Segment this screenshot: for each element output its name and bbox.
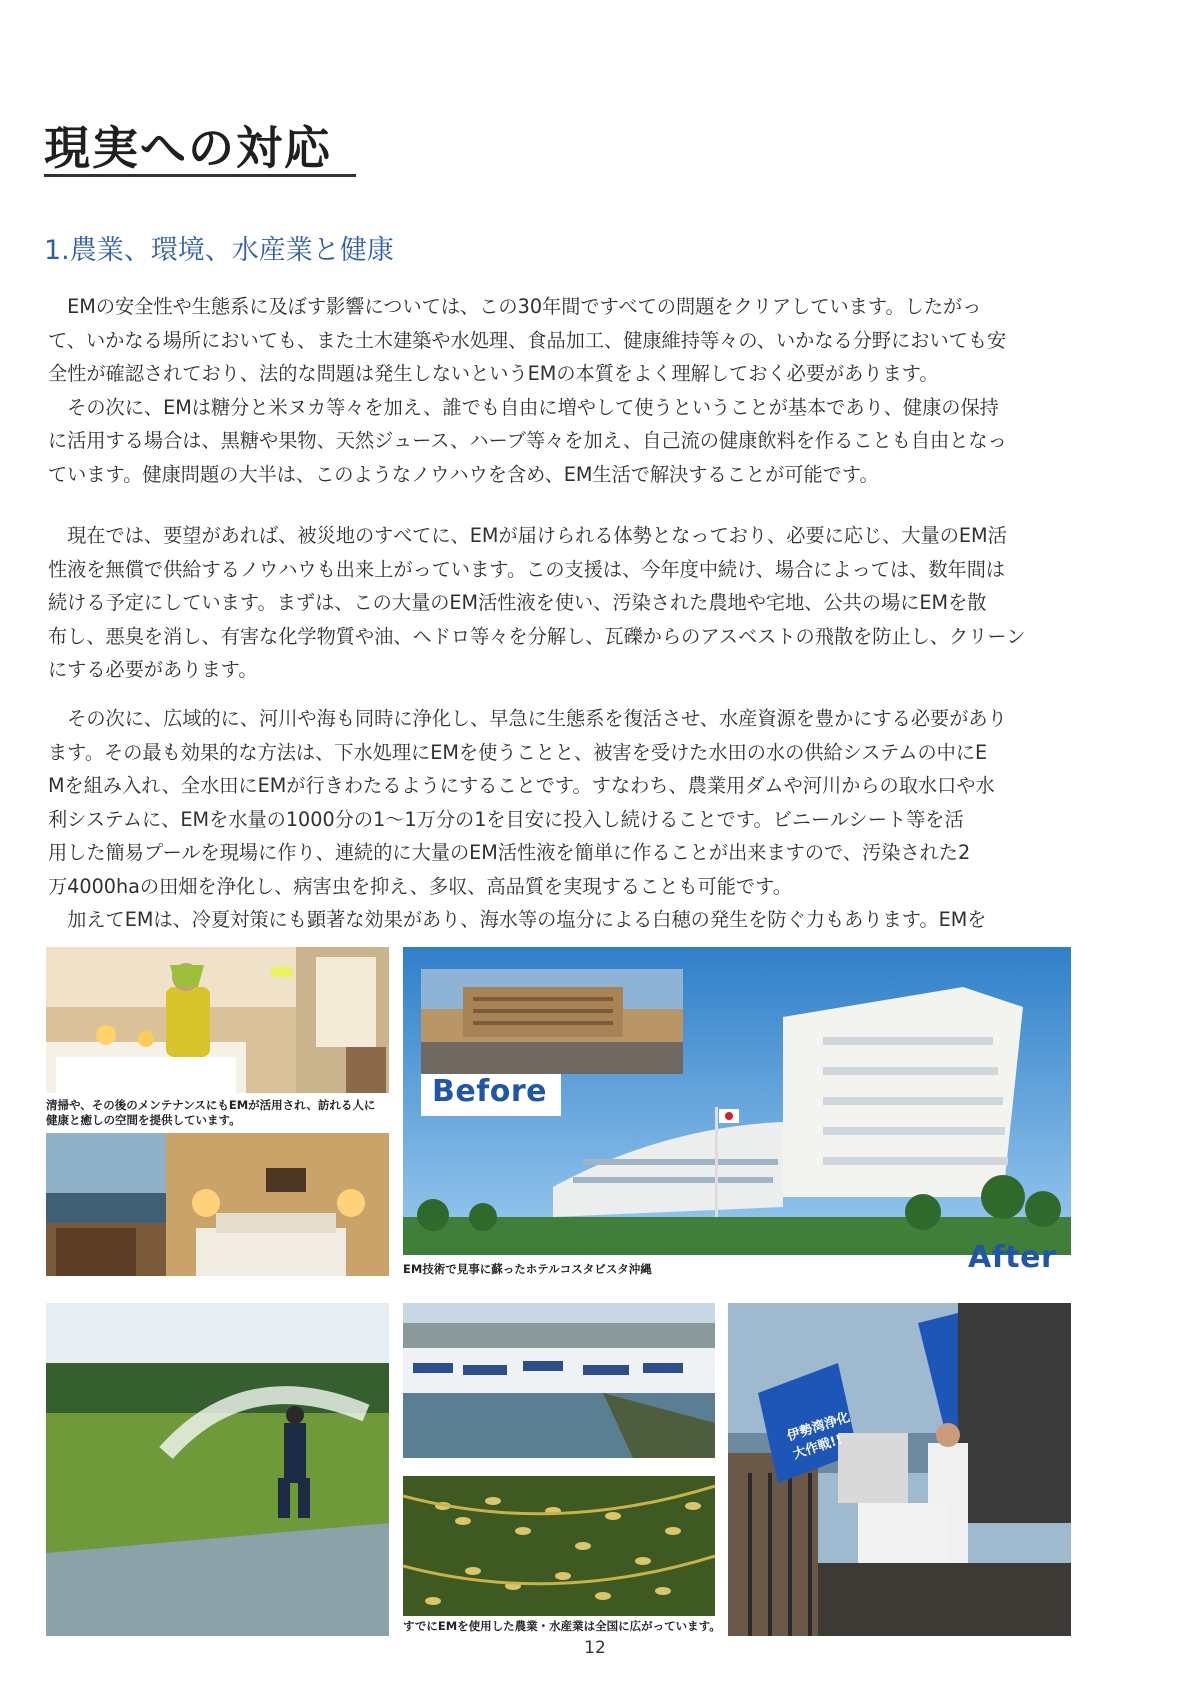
- cleaning-caption: [46, 1098, 375, 1128]
- before-label: Before: [432, 1074, 548, 1109]
- rice-paddy-spraying-photo: [46, 1303, 389, 1636]
- after-label: After: [968, 1240, 1057, 1275]
- text-line: その次に、EMは糖分と米ヌカ等々を加え、誰でも自由に増やして使うということが基本であり、健康の保持: [48, 395, 999, 419]
- text-line: 現在では、要望があれば、被災地のすべてに、EMが届けられる体勢となっており、必要に応じ、大量のEM活: [48, 524, 1007, 547]
- text-line: 用した簡易プールを現場に作り、連続的に大量のEM活性液を簡単に作ることが出来ますので、汚染された2: [48, 841, 971, 864]
- rice-grains-photo: [403, 1476, 715, 1616]
- paragraph-3: [48, 702, 1070, 937]
- text-line: 性液を無償で供給するノウハウも出来上がっています。この支援は、今年度中続け、場合によっては、数年間は: [48, 557, 1006, 581]
- text-line: 万4000haの田畑を浄化し、病害虫を抑え、多収、高品質を実現することも可能です。: [48, 874, 792, 898]
- title-underline: [44, 174, 356, 177]
- text-line: Mを組み入れ、全水田にEMが行きわたるようにすることです。すなわち、農業用ダムや河川からの取水口や水: [48, 774, 995, 797]
- text-line: て、いかなる場所においても、また土木建築や水処理、食品加工、健康維持等々の、いかなる分野においても安: [48, 328, 1007, 352]
- text-line: 布し、悪臭を消し、有害な化学物質や油、ヘドロ等々を分解し、瓦礫からのアスベストの飛散を防止し、クリーン: [48, 624, 1026, 648]
- hotel-cleaning-photo: [46, 947, 389, 1093]
- text-line: 利システムに、EMを水量の1000分の1～1万分の1を目安に投入し続けることです。ビニールシート等を活: [48, 807, 964, 831]
- text-line: 全性が確認されており、法的な問題は発生しないというEMの本質をよく理解しておく必要があります。: [48, 362, 939, 385]
- section-heading: 1.農業、環境、水産業と健康: [44, 235, 394, 266]
- hotel-room-photo: [46, 1133, 389, 1276]
- agriculture-caption: すでにEMを使用した農業・水産業は全国に広がっています。: [403, 1619, 721, 1633]
- page-number: 12: [584, 1638, 606, 1658]
- fishing-harbor-photo: [403, 1303, 715, 1458]
- paragraph-2: [48, 519, 1070, 687]
- text-line: ます。その最も効果的な方法は、下水処理にEMを使うことと、被害を受けた水田の水の供給システムの中にE: [48, 740, 988, 764]
- caption-line: 清掃や、その後のメンテナンスにもEMが活用され、訪れる人に: [46, 1098, 376, 1112]
- text-line: に活用する場合は、黒糖や果物、天然ジュース、ハーブ等々を加え、自己流の健康飲料を作ることも自由となっ: [48, 429, 1007, 452]
- pier-workers-photo: [728, 1303, 1071, 1636]
- banner-text: 伊勢湾浄化 大作戦!!: [785, 1410, 852, 1463]
- text-line: 加えてEMは、冷夏対策にも顕著な効果があり、海水等の塩分による白穂の発生を防ぐ力もあります。EMを: [48, 908, 987, 931]
- paragraph-1: [48, 290, 1070, 491]
- hotel-caption: EM技術で見事に蘇ったホテルコスタビスタ沖縄: [403, 1262, 652, 1276]
- caption-line: 健康と癒しの空間を提供しています。: [46, 1113, 241, 1127]
- text-line: ています。健康問題の大半は、このようなノウハウを含め、EM生活で解決することが可能です。: [48, 462, 879, 486]
- page-title: 現実への対応: [44, 121, 332, 175]
- text-line: EMの安全性や生態系に及ぼす影響については、この30年間ですべての問題をクリアしています。したがっ: [48, 295, 982, 318]
- text-line: にする必要があります。: [48, 658, 258, 681]
- text-line: 続ける予定にしています。まずは、この大量のEM活性液を使い、汚染された農地や宅地、公共の場にEMを散: [48, 591, 987, 614]
- text-line: その次に、広域的に、河川や海も同時に浄化し、早急に生態系を復活させ、水産資源を豊かにする必要があり: [48, 707, 1007, 730]
